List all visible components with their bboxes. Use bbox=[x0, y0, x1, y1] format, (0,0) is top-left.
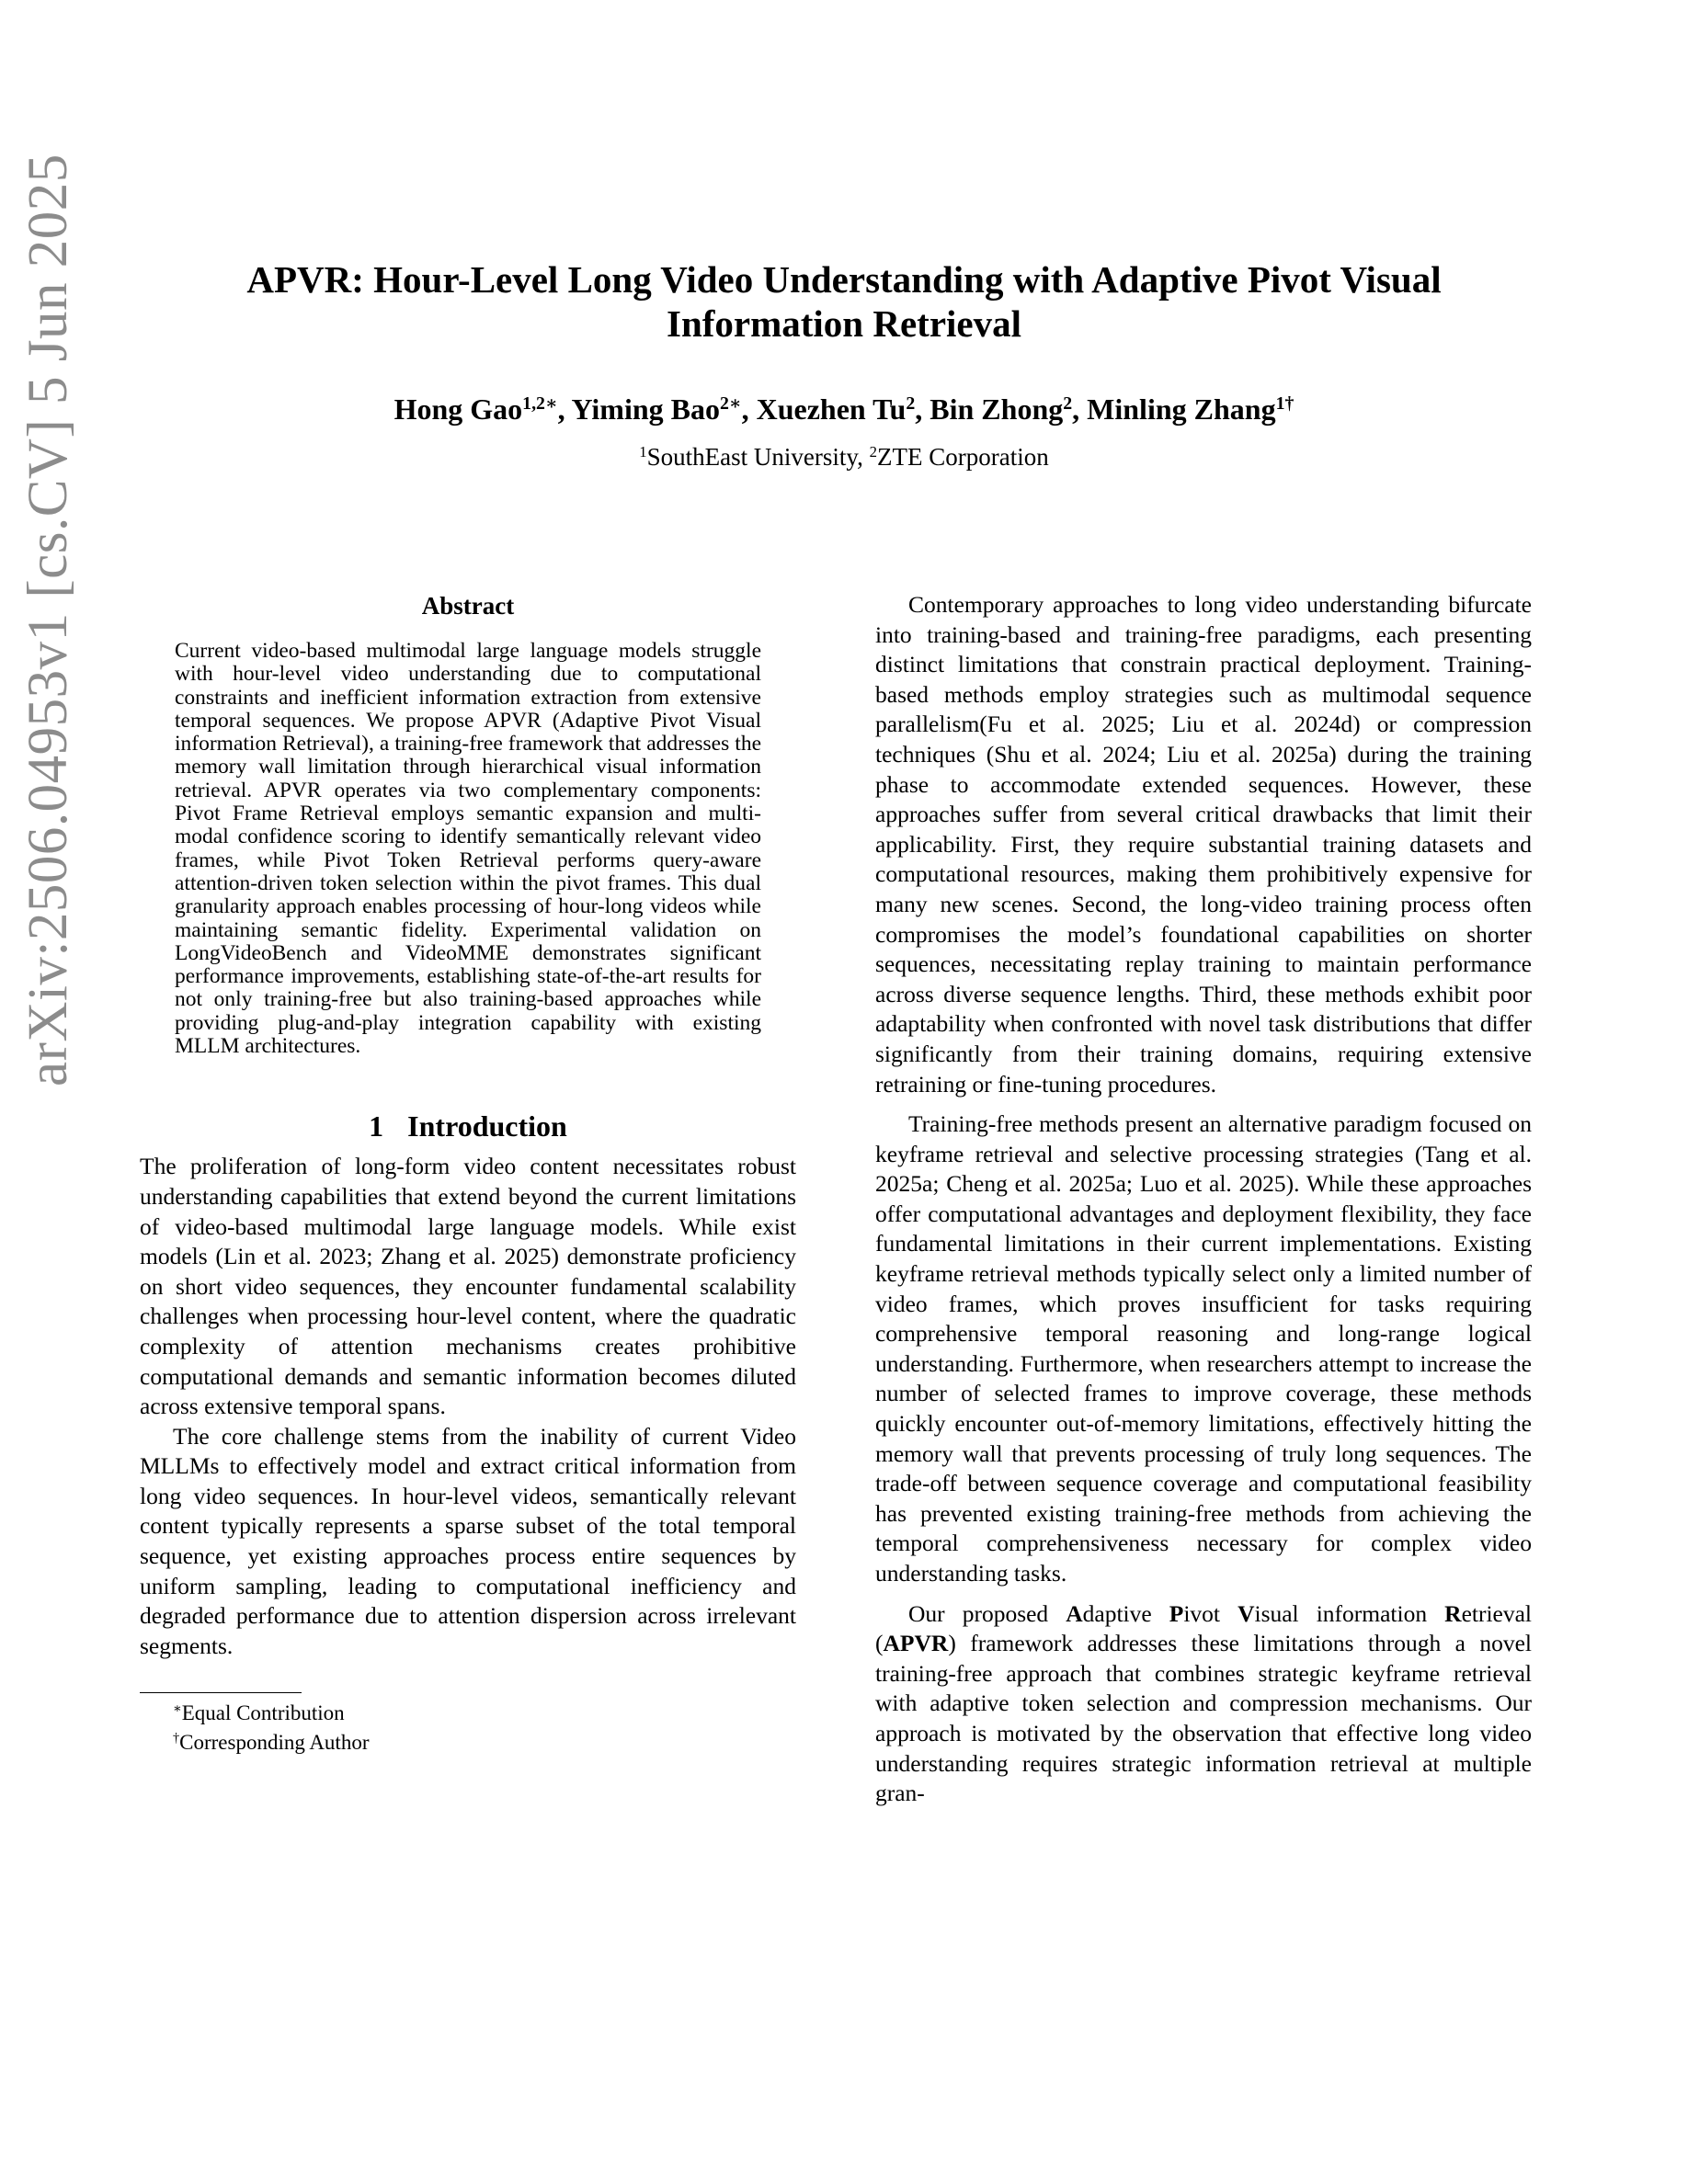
body-paragraph-2: Training-free methods present an alternative paradigm focused on keyframe retrieval and selective processing strategies (Tang et al. 2025a; Cheng et al. 2025a; Luo et al. 2025). While these approaches offer computational advantages and deployment flexibility, they face fundamental limitations in their current implementations. Existing keyframe retrieval methods typically select only a limited number of video frames, which proves insufficient for tasks requiring comprehensive temporal reasoning and long-range logical understanding. Furthermore, when researchers attempt to increase the number of selected frames to improve coverage, these methods quickly encounter out-of-memory limitations, effectively hitting the memory wall that prevents processing of truly long sequences. The trade-off between sequence coverage and computational feasibility has prevented existing training-free methods from achieving the temporal comprehensiveness necessary for complex video understanding tasks. bbox=[875, 1110, 1532, 1587]
paragraph-text: ivot bbox=[1183, 1599, 1221, 1627]
acronym: APVR bbox=[883, 1630, 949, 1657]
abstract-text: Current video-based multimodal large language models struggle with hour-level video understanding due to computational constraints and inefficient information extraction from extensive temporal sequences. We propose APVR (Adaptive Pivot Visual information Retrieval), a training-free framework that addresses the memory wall limitation through hierarchical visual information retrieval. APVR operates via two complementary components: Pivot Frame Retrieval employs semantic expansion and multi-modal confidence scoring to identify semantically relevant video frames, while Pivot Token Retrieval performs query-aware attention-driven token selection within the pivot frames. This dual granularity approach enables processing of hour-long videos while maintaining semantic fidelity. Experimental validation on LongVideoBench and VideoMME demonstrates significant performance improvements, establishing state-of-the-art results for not only training-free but also training-based approaches while providing plug-and-play integration capability with existing MLLM architectures. bbox=[175, 639, 761, 1059]
author-name: Xuezhen Tu bbox=[756, 392, 907, 426]
author-name: Minling Zhang bbox=[1087, 392, 1276, 426]
footnote-equal-contribution bbox=[173, 1699, 796, 1728]
footnote-text: Equal Contribution bbox=[181, 1701, 345, 1725]
paragraph-text: daptive bbox=[1082, 1599, 1152, 1627]
author-marks: 2∗ bbox=[719, 393, 742, 415]
acronym-initial: R bbox=[1444, 1599, 1462, 1627]
title-line-1: APVR: Hour-Level Long Video Understanding with Adaptive Pivot Visual bbox=[246, 258, 1442, 301]
affiliation-name: ZTE Corporation bbox=[877, 443, 1049, 471]
abstract-heading: Abstract bbox=[421, 592, 515, 620]
right-column bbox=[875, 590, 1532, 1809]
footnote-mark: ∗ bbox=[173, 1701, 182, 1717]
footnote-mark: † bbox=[173, 1731, 180, 1746]
section-heading-introduction bbox=[140, 1108, 796, 1144]
footnote-corresponding-author bbox=[173, 1728, 796, 1757]
author-marks: 2 bbox=[1063, 393, 1073, 415]
affiliation-mark: 2 bbox=[869, 442, 878, 461]
acronym-initial: P bbox=[1169, 1599, 1184, 1627]
section-title: Introduction bbox=[407, 1109, 567, 1143]
acronym-initial: V bbox=[1237, 1599, 1255, 1627]
arxiv-identifier: arXiv:2506.04953v1 [cs.CV] 5 Jun 2025 bbox=[17, 154, 79, 1086]
body-paragraph-3 bbox=[875, 1599, 1532, 1809]
acronym-initial: A bbox=[1066, 1599, 1083, 1627]
author-marks: 1† bbox=[1275, 393, 1295, 415]
author-name: Bin Zhong bbox=[930, 392, 1064, 426]
paragraph-text: Our proposed bbox=[908, 1599, 1049, 1627]
section-number: 1 bbox=[369, 1109, 384, 1143]
author-list: Hong Gao$^{1,2∗}$, Yiming Bao$^{2∗}$, Xuezhen Tu$^2$, Bin Zhong$^2$, Minling Zhang$^{1\dagger}$ bbox=[393, 392, 1295, 426]
author-name: Yiming Bao bbox=[571, 392, 720, 426]
affiliation-name: SouthEast University bbox=[646, 443, 858, 471]
paragraph-text: ) framework addresses these limitations through a novel training-free approach that combines strategic keyframe retrieval with adaptive token selection and compression mechanisms. Our approach is motivated by the observation that effective long video understanding requires strategic information retrieval at multiple gran- bbox=[875, 1630, 1532, 1807]
author-name: Hong Gao bbox=[393, 392, 523, 426]
body-paragraph-1: Contemporary approaches to long video understanding bifurcate into training-based and training-free paradigms, each presenting distinct limitations that constrain practical deployment. Training-based methods employ strategies such as multimodal sequence parallelism(Fu et al. 2025; Liu et al. 2024d) or compression techniques (Shu et al. 2024; Liu et al. 2025a) during the training phase to accommodate extended sequences. However, these approaches suffer from several critical drawbacks that limit their applicability. First, they require substantial training datasets and computational resources, making them prohibitively expensive for many new scenes. Second, the long-video training process often compromises the model’s foundational capabilities on shorter sequences, necessitating replay training to maintain performance across diverse sequence lengths. Third, these methods exhibit poor adaptability when confronted with novel task distributions that differ significantly from their training domains, requiring extensive retraining or fine-tuning procedures. bbox=[875, 591, 1532, 1098]
paragraph-text: isual information bbox=[1254, 1599, 1428, 1627]
footnote-text: Corresponding Author bbox=[179, 1731, 370, 1755]
author-marks: 2 bbox=[906, 393, 916, 415]
paper-title bbox=[165, 257, 1523, 346]
affiliation-mark: 1 bbox=[639, 442, 647, 461]
affiliation-list: $^1$SouthEast University, $^2$ZTE Corporation bbox=[639, 442, 1049, 471]
footnote-divider bbox=[140, 1692, 302, 1693]
author-marks: 1,2∗ bbox=[522, 393, 558, 415]
intro-paragraph-1: The proliferation of long-form video content necessitates robust understanding capabilities that extend beyond the current limitations of video-based multimodal large language models. While exist models (Lin et al. 2023; Zhang et al. 2025) demonstrate proficiency on short video sequences, they encounter fundamental scalability challenges when processing hour-level content, where the quadratic complexity of attention mechanisms creates prohibitive computational demands and semantic information becomes diluted across extensive temporal spans. bbox=[140, 1153, 796, 1420]
title-line-2: Information Retrieval bbox=[667, 302, 1021, 345]
paragraph-text: etrieval ( bbox=[875, 1599, 1533, 1657]
intro-paragraph-2: The core challenge stems from the inability of current Video MLLMs to effectively model and extract critical information from long video sequences. In hour-level videos, semantically relevant content typically represents a sparse subset of the total temporal sequence, yet existing approaches process entire sequences by uniform sampling, leading to computational inefficiency and degraded performance due to attention dispersion across irrelevant segments. bbox=[140, 1422, 796, 1659]
left-column bbox=[140, 590, 796, 1757]
